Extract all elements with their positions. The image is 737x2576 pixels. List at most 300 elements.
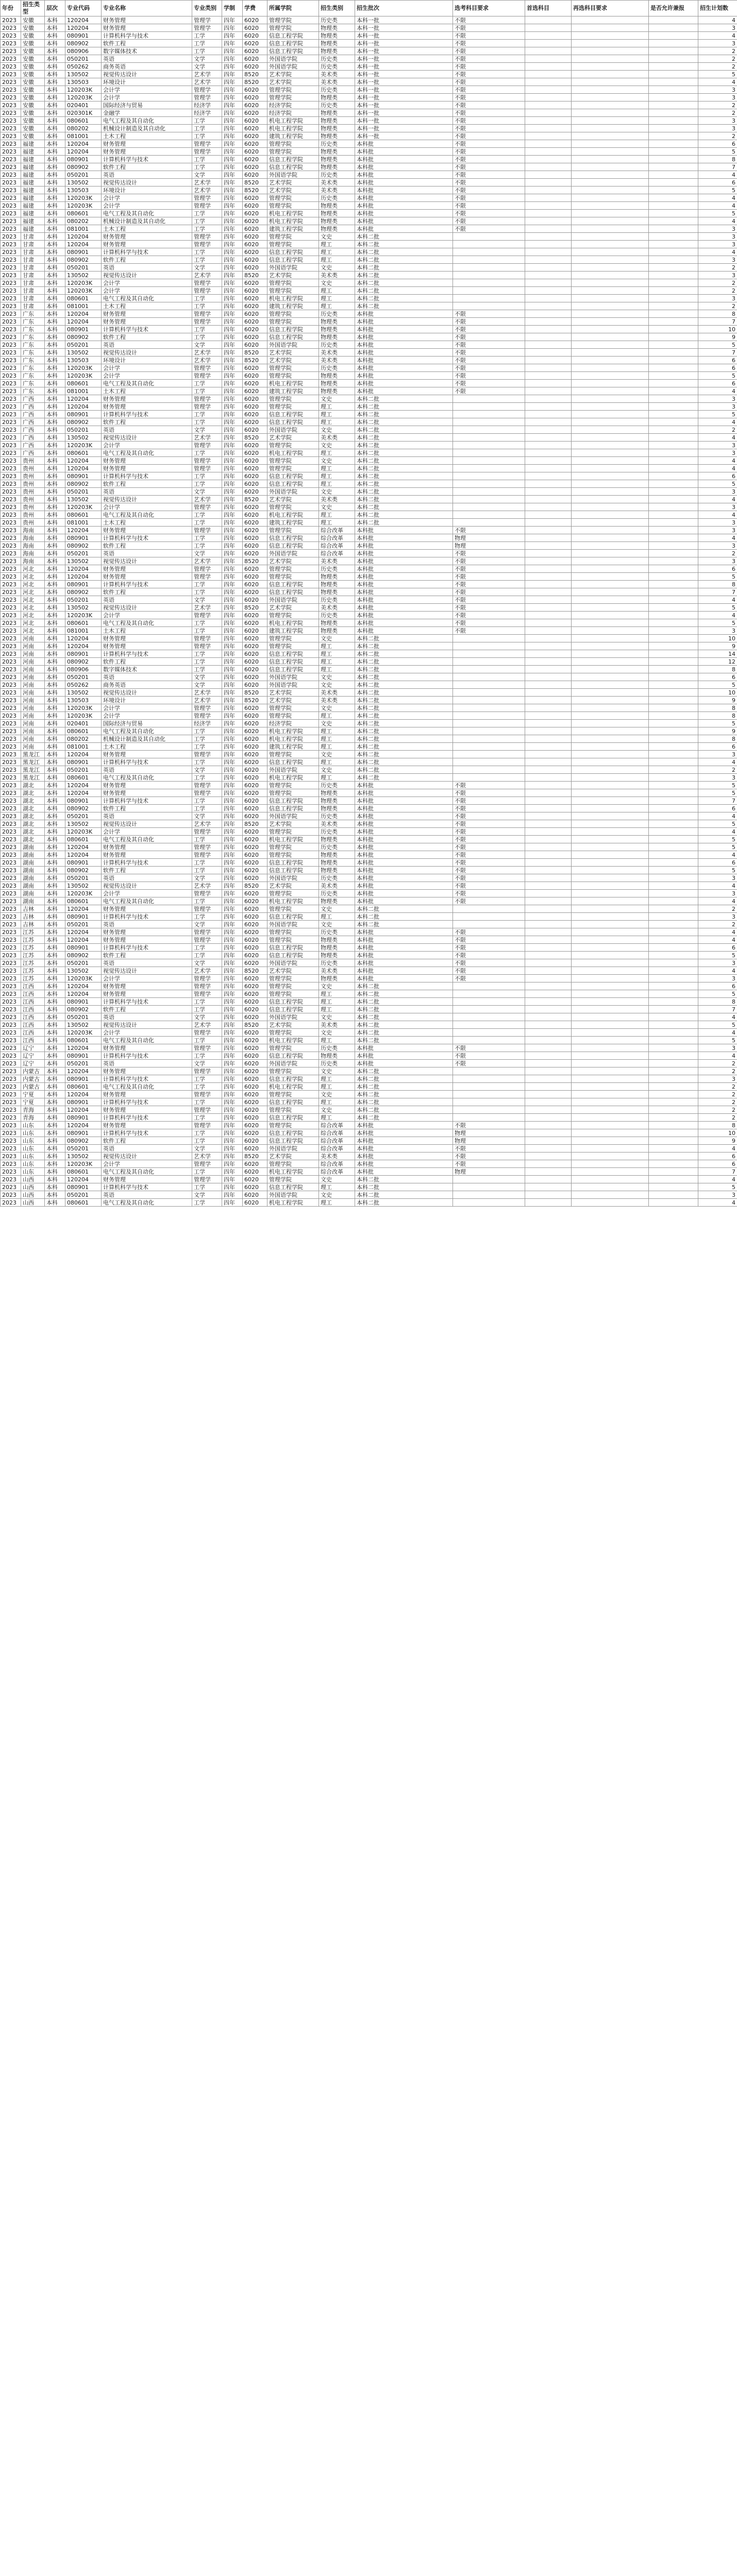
table-cell[interactable] (453, 465, 525, 472)
table-cell[interactable]: 本科批 (355, 542, 453, 550)
table-cell[interactable]: 湖北 (21, 812, 45, 820)
table-row[interactable] (1, 650, 737, 658)
table-cell[interactable]: 管理学院 (267, 975, 319, 982)
table-cell[interactable]: 工学 (192, 295, 222, 302)
table-cell[interactable]: 本科二批 (355, 1021, 453, 1029)
table-cell[interactable]: 理工 (319, 666, 355, 673)
table-cell[interactable]: 历史类 (319, 812, 355, 820)
table-cell[interactable]: 甘肃 (21, 287, 45, 295)
table-cell[interactable]: 物理类 (319, 867, 355, 874)
table-cell[interactable]: 环境设计 (102, 187, 192, 194)
table-cell[interactable]: 6020 (243, 163, 267, 171)
table-cell[interactable]: 不限 (453, 820, 525, 828)
table-cell[interactable]: 6020 (243, 279, 267, 287)
table-cell[interactable]: 四年 (222, 565, 243, 573)
table-cell[interactable]: 理工 (319, 998, 355, 1006)
table-cell[interactable]: 土木工程 (102, 627, 192, 635)
table-cell[interactable]: 本科 (45, 998, 65, 1006)
table-cell[interactable]: 会计学 (102, 442, 192, 449)
table-cell[interactable]: 管理学院 (267, 843, 319, 851)
table-row[interactable] (1, 1153, 737, 1160)
table-cell[interactable]: 艺术学院 (267, 272, 319, 279)
table-cell[interactable]: 外国语学院 (267, 341, 319, 349)
table-row[interactable] (1, 1145, 737, 1153)
table-cell[interactable]: 艺术学院 (267, 78, 319, 86)
table-cell[interactable] (572, 295, 649, 302)
table-cell[interactable] (572, 101, 649, 109)
table-cell[interactable] (572, 843, 649, 851)
table-cell[interactable]: 理工 (319, 248, 355, 256)
table-cell[interactable]: 工学 (192, 944, 222, 952)
table-row[interactable] (1, 874, 737, 882)
table-cell[interactable]: 安徽 (21, 47, 45, 55)
column-header[interactable]: 年份 (1, 1, 21, 16)
table-cell[interactable]: 本科 (45, 557, 65, 565)
table-cell[interactable] (649, 998, 698, 1006)
table-cell[interactable]: 湖南 (21, 851, 45, 859)
table-cell[interactable]: 信息工程学院 (267, 998, 319, 1006)
table-cell[interactable]: 3 (698, 874, 737, 882)
table-cell[interactable]: 6020 (243, 418, 267, 426)
table-cell[interactable]: 080901 (65, 758, 102, 766)
table-cell[interactable] (649, 1044, 698, 1052)
table-cell[interactable]: 本科 (45, 225, 65, 233)
table-cell[interactable]: 6020 (243, 1145, 267, 1153)
table-cell[interactable] (525, 156, 572, 163)
table-cell[interactable]: 6 (698, 179, 737, 187)
table-cell[interactable]: 6020 (243, 1067, 267, 1075)
table-cell[interactable]: 四年 (222, 1044, 243, 1052)
table-cell[interactable] (525, 704, 572, 712)
table-cell[interactable]: 6020 (243, 774, 267, 782)
table-cell[interactable]: 3 (698, 272, 737, 279)
table-cell[interactable]: 四年 (222, 132, 243, 140)
table-cell[interactable]: 管理学院 (267, 527, 319, 534)
table-cell[interactable]: 本科 (45, 380, 65, 387)
table-cell[interactable]: 6020 (243, 550, 267, 557)
table-cell[interactable] (649, 1160, 698, 1168)
table-cell[interactable]: 物理类 (319, 952, 355, 959)
table-cell[interactable]: 不限 (453, 101, 525, 109)
table-cell[interactable] (649, 820, 698, 828)
table-cell[interactable] (525, 867, 572, 874)
table-row[interactable] (1, 805, 737, 812)
table-cell[interactable]: 甘肃 (21, 248, 45, 256)
table-cell[interactable] (525, 1052, 572, 1060)
table-cell[interactable]: 6020 (243, 217, 267, 225)
table-cell[interactable]: 本科 (45, 689, 65, 697)
table-cell[interactable] (453, 650, 525, 658)
table-cell[interactable]: 2023 (1, 187, 21, 194)
table-cell[interactable]: 4 (698, 248, 737, 256)
table-cell[interactable]: 机电工程学院 (267, 117, 319, 125)
table-cell[interactable]: 本科批 (355, 156, 453, 163)
table-cell[interactable] (525, 627, 572, 635)
table-cell[interactable] (649, 1137, 698, 1145)
table-cell[interactable]: 山东 (21, 1153, 45, 1160)
table-cell[interactable]: 视觉传达设计 (102, 557, 192, 565)
table-cell[interactable]: 8520 (243, 496, 267, 503)
table-cell[interactable]: 安徽 (21, 24, 45, 32)
table-cell[interactable]: 本科批 (355, 148, 453, 156)
table-cell[interactable]: 本科 (45, 851, 65, 859)
table-cell[interactable] (525, 658, 572, 666)
table-cell[interactable] (525, 534, 572, 542)
table-cell[interactable]: 管理学院 (267, 140, 319, 148)
table-cell[interactable]: 管理学 (192, 140, 222, 148)
table-cell[interactable] (649, 534, 698, 542)
table-cell[interactable]: 文学 (192, 596, 222, 604)
table-cell[interactable]: 不限 (453, 372, 525, 380)
table-cell[interactable]: 050201 (65, 341, 102, 349)
table-cell[interactable]: 10 (698, 326, 737, 333)
table-cell[interactable]: 四年 (222, 101, 243, 109)
table-cell[interactable]: 本科二批 (355, 519, 453, 527)
table-cell[interactable]: 综合改革 (319, 1137, 355, 1145)
table-cell[interactable] (525, 78, 572, 86)
table-cell[interactable]: 6020 (243, 210, 267, 217)
table-cell[interactable]: 管理学院 (267, 1122, 319, 1129)
table-cell[interactable]: 四年 (222, 272, 243, 279)
table-cell[interactable] (525, 326, 572, 333)
table-cell[interactable]: 四年 (222, 1091, 243, 1098)
table-cell[interactable]: 2023 (1, 1160, 21, 1168)
table-cell[interactable]: 130502 (65, 1153, 102, 1160)
table-cell[interactable]: 综合改革 (319, 527, 355, 534)
table-cell[interactable] (649, 635, 698, 642)
table-cell[interactable]: 050201 (65, 171, 102, 179)
table-cell[interactable]: 视觉传达设计 (102, 820, 192, 828)
table-cell[interactable]: 宁夏 (21, 1098, 45, 1106)
table-cell[interactable]: 四年 (222, 1183, 243, 1191)
table-cell[interactable]: 6020 (243, 63, 267, 71)
table-cell[interactable]: 文史 (319, 766, 355, 774)
table-cell[interactable]: 软件工程 (102, 658, 192, 666)
table-cell[interactable]: 本科批 (355, 171, 453, 179)
table-cell[interactable]: 5 (698, 990, 737, 998)
table-cell[interactable]: 物理类 (319, 936, 355, 944)
table-cell[interactable]: 120204 (65, 1106, 102, 1114)
table-cell[interactable] (649, 1006, 698, 1013)
table-cell[interactable]: 机电工程学院 (267, 1037, 319, 1044)
table-cell[interactable]: 本科二批 (355, 248, 453, 256)
table-cell[interactable]: 080901 (65, 913, 102, 921)
column-header[interactable]: 是否允许兼报 (649, 1, 698, 16)
table-cell[interactable] (572, 704, 649, 712)
table-cell[interactable]: 国际经济与贸易 (102, 720, 192, 727)
table-cell[interactable]: 计算机科学与技术 (102, 859, 192, 867)
table-cell[interactable]: 四年 (222, 511, 243, 519)
table-row[interactable] (1, 24, 737, 32)
table-cell[interactable]: 6020 (243, 581, 267, 588)
table-cell[interactable]: 江苏 (21, 975, 45, 982)
table-cell[interactable]: 2023 (1, 71, 21, 78)
table-cell[interactable]: 福建 (21, 225, 45, 233)
table-cell[interactable]: 四年 (222, 16, 243, 24)
table-cell[interactable]: 文学 (192, 264, 222, 272)
table-cell[interactable]: 四年 (222, 805, 243, 812)
table-cell[interactable] (649, 565, 698, 573)
table-cell[interactable]: 物理类 (319, 627, 355, 635)
table-cell[interactable]: 本科 (45, 179, 65, 187)
table-cell[interactable]: 本科二批 (355, 990, 453, 998)
table-cell[interactable]: 050201 (65, 766, 102, 774)
table-cell[interactable] (649, 697, 698, 704)
table-row[interactable] (1, 1114, 737, 1122)
table-cell[interactable]: 财务管理 (102, 990, 192, 998)
table-cell[interactable]: 管理学院 (267, 982, 319, 990)
table-cell[interactable] (572, 820, 649, 828)
table-cell[interactable] (525, 24, 572, 32)
table-cell[interactable]: 本科 (45, 751, 65, 758)
table-row[interactable] (1, 101, 737, 109)
table-cell[interactable]: 120204 (65, 24, 102, 32)
table-cell[interactable]: 信息工程学院 (267, 1183, 319, 1191)
table-cell[interactable]: 本科 (45, 836, 65, 843)
table-cell[interactable] (453, 1191, 525, 1199)
table-cell[interactable]: 软件工程 (102, 542, 192, 550)
table-cell[interactable]: 物理类 (319, 326, 355, 333)
table-cell[interactable]: 物理类 (319, 851, 355, 859)
table-cell[interactable] (649, 944, 698, 952)
table-cell[interactable] (525, 1098, 572, 1106)
table-row[interactable] (1, 86, 737, 94)
table-cell[interactable]: 5 (698, 720, 737, 727)
table-row[interactable] (1, 326, 737, 333)
table-cell[interactable]: 5 (698, 341, 737, 349)
table-cell[interactable]: 外国语学院 (267, 1191, 319, 1199)
table-cell[interactable]: 2023 (1, 704, 21, 712)
table-cell[interactable]: 信息工程学院 (267, 1137, 319, 1145)
table-cell[interactable]: 2023 (1, 928, 21, 936)
table-cell[interactable]: 管理学院 (267, 233, 319, 241)
table-cell[interactable]: 2023 (1, 1098, 21, 1106)
table-cell[interactable]: 2023 (1, 457, 21, 465)
table-cell[interactable]: 080906 (65, 47, 102, 55)
table-cell[interactable]: 河南 (21, 673, 45, 681)
table-cell[interactable] (453, 1067, 525, 1075)
table-cell[interactable]: 财务管理 (102, 1044, 192, 1052)
table-cell[interactable]: 2023 (1, 287, 21, 295)
table-cell[interactable]: 2023 (1, 1153, 21, 1160)
table-cell[interactable] (525, 797, 572, 805)
table-row[interactable] (1, 812, 737, 820)
table-cell[interactable]: 机电工程学院 (267, 836, 319, 843)
table-row[interactable] (1, 588, 737, 596)
table-cell[interactable] (572, 225, 649, 233)
table-cell[interactable]: 080902 (65, 952, 102, 959)
table-cell[interactable]: 四年 (222, 403, 243, 411)
table-cell[interactable]: 6 (698, 1153, 737, 1160)
table-cell[interactable]: 6020 (243, 117, 267, 125)
table-cell[interactable]: 本科一批 (355, 78, 453, 86)
table-cell[interactable] (649, 990, 698, 998)
table-cell[interactable]: 管理学院 (267, 712, 319, 720)
table-cell[interactable]: 会计学 (102, 704, 192, 712)
table-cell[interactable]: 英语 (102, 171, 192, 179)
table-row[interactable] (1, 1106, 737, 1114)
table-cell[interactable]: 6020 (243, 1098, 267, 1106)
table-cell[interactable]: 2023 (1, 681, 21, 689)
table-cell[interactable]: 物理类 (319, 225, 355, 233)
table-cell[interactable] (649, 774, 698, 782)
table-cell[interactable] (649, 782, 698, 789)
table-cell[interactable]: 080902 (65, 588, 102, 596)
table-cell[interactable]: 本科批 (355, 557, 453, 565)
table-cell[interactable] (649, 63, 698, 71)
table-cell[interactable]: 2023 (1, 774, 21, 782)
table-row[interactable] (1, 1098, 737, 1106)
table-cell[interactable]: 理工 (319, 480, 355, 488)
table-cell[interactable]: 艺术学 (192, 272, 222, 279)
table-cell[interactable]: 管理学院 (267, 403, 319, 411)
table-cell[interactable]: 工学 (192, 156, 222, 163)
table-cell[interactable]: 广东 (21, 357, 45, 364)
table-cell[interactable]: 2023 (1, 596, 21, 604)
table-cell[interactable]: 江西 (21, 998, 45, 1006)
table-cell[interactable] (649, 658, 698, 666)
table-cell[interactable]: 5 (698, 573, 737, 581)
table-cell[interactable] (525, 1067, 572, 1075)
table-cell[interactable]: 四年 (222, 774, 243, 782)
table-cell[interactable] (649, 264, 698, 272)
table-cell[interactable] (525, 372, 572, 380)
table-cell[interactable]: 文史 (319, 681, 355, 689)
table-cell[interactable] (572, 480, 649, 488)
table-cell[interactable]: 文学 (192, 673, 222, 681)
table-cell[interactable]: 2 (698, 264, 737, 272)
table-cell[interactable]: 信息工程学院 (267, 163, 319, 171)
table-cell[interactable]: 120204 (65, 982, 102, 990)
table-cell[interactable]: 四年 (222, 217, 243, 225)
table-cell[interactable] (572, 94, 649, 101)
table-cell[interactable] (453, 1091, 525, 1098)
table-cell[interactable]: 8 (698, 704, 737, 712)
table-cell[interactable]: 2023 (1, 890, 21, 897)
table-cell[interactable]: 本科二批 (355, 704, 453, 712)
table-cell[interactable]: 江苏 (21, 936, 45, 944)
table-cell[interactable] (525, 828, 572, 836)
table-cell[interactable]: 本科 (45, 581, 65, 588)
table-cell[interactable]: 文史 (319, 1176, 355, 1183)
table-cell[interactable]: 130502 (65, 689, 102, 697)
table-cell[interactable] (525, 766, 572, 774)
table-row[interactable] (1, 774, 737, 782)
table-cell[interactable]: 本科批 (355, 527, 453, 534)
table-cell[interactable]: 2023 (1, 349, 21, 357)
table-cell[interactable]: 081001 (65, 743, 102, 751)
table-cell[interactable] (572, 78, 649, 86)
table-cell[interactable]: 工学 (192, 387, 222, 395)
table-cell[interactable] (525, 673, 572, 681)
table-cell[interactable]: 英语 (102, 341, 192, 349)
table-cell[interactable]: 9 (698, 642, 737, 650)
table-cell[interactable]: 文史 (319, 264, 355, 272)
table-cell[interactable]: 机电工程学院 (267, 511, 319, 519)
table-cell[interactable] (649, 449, 698, 457)
table-cell[interactable]: 管理学院 (267, 24, 319, 32)
table-cell[interactable] (525, 619, 572, 627)
table-cell[interactable]: 120203K (65, 372, 102, 380)
table-cell[interactable] (572, 418, 649, 426)
table-cell[interactable] (525, 295, 572, 302)
table-row[interactable] (1, 921, 737, 928)
table-cell[interactable]: 四年 (222, 828, 243, 836)
table-cell[interactable]: 不限 (453, 78, 525, 86)
table-cell[interactable] (525, 527, 572, 534)
table-row[interactable] (1, 758, 737, 766)
table-cell[interactable]: 080601 (65, 380, 102, 387)
table-cell[interactable]: 本科 (45, 1153, 65, 1160)
table-cell[interactable] (572, 959, 649, 967)
table-cell[interactable]: 文史 (319, 905, 355, 913)
table-cell[interactable]: 2 (698, 63, 737, 71)
table-cell[interactable]: 4 (698, 758, 737, 766)
table-cell[interactable]: 贵州 (21, 496, 45, 503)
table-cell[interactable]: 管理学 (192, 148, 222, 156)
table-cell[interactable]: 4 (698, 928, 737, 936)
table-cell[interactable]: 湖北 (21, 782, 45, 789)
table-cell[interactable] (649, 472, 698, 480)
table-cell[interactable]: 14 (698, 650, 737, 658)
table-cell[interactable] (649, 1153, 698, 1160)
table-cell[interactable]: 贵州 (21, 472, 45, 480)
table-cell[interactable]: 6020 (243, 836, 267, 843)
table-cell[interactable] (525, 16, 572, 24)
table-cell[interactable] (525, 1029, 572, 1037)
table-cell[interactable]: 6020 (243, 928, 267, 936)
table-cell[interactable]: 艺术学 (192, 604, 222, 612)
table-cell[interactable]: 本科 (45, 1145, 65, 1153)
table-cell[interactable]: 四年 (222, 109, 243, 117)
table-cell[interactable]: 本科 (45, 897, 65, 905)
table-cell[interactable]: 130502 (65, 496, 102, 503)
table-cell[interactable]: 机电工程学院 (267, 1199, 319, 1207)
table-cell[interactable] (572, 650, 649, 658)
table-cell[interactable] (525, 302, 572, 310)
table-cell[interactable]: 理工 (319, 465, 355, 472)
table-cell[interactable]: 6020 (243, 921, 267, 928)
table-row[interactable] (1, 967, 737, 975)
table-cell[interactable]: 本科批 (355, 959, 453, 967)
table-cell[interactable]: 本科 (45, 619, 65, 627)
table-row[interactable] (1, 364, 737, 372)
table-cell[interactable] (649, 627, 698, 635)
table-cell[interactable]: 本科一批 (355, 47, 453, 55)
table-cell[interactable]: 080906 (65, 666, 102, 673)
table-cell[interactable]: 物理类 (319, 202, 355, 210)
table-cell[interactable]: 4 (698, 496, 737, 503)
table-cell[interactable] (453, 1029, 525, 1037)
table-cell[interactable] (525, 47, 572, 55)
table-cell[interactable]: 本科 (45, 496, 65, 503)
column-header[interactable]: 层次 (45, 1, 65, 16)
table-cell[interactable] (453, 472, 525, 480)
table-cell[interactable]: 2 (698, 132, 737, 140)
table-cell[interactable]: 6020 (243, 588, 267, 596)
table-row[interactable] (1, 998, 737, 1006)
table-cell[interactable] (572, 867, 649, 874)
table-cell[interactable]: 山西 (21, 1199, 45, 1207)
table-cell[interactable]: 6020 (243, 751, 267, 758)
table-cell[interactable]: 080902 (65, 40, 102, 47)
table-cell[interactable]: 山东 (21, 1145, 45, 1153)
table-cell[interactable]: 四年 (222, 1122, 243, 1129)
table-cell[interactable]: 河北 (21, 573, 45, 581)
table-cell[interactable]: 财务管理 (102, 843, 192, 851)
table-cell[interactable] (453, 511, 525, 519)
table-cell[interactable]: 080902 (65, 256, 102, 264)
